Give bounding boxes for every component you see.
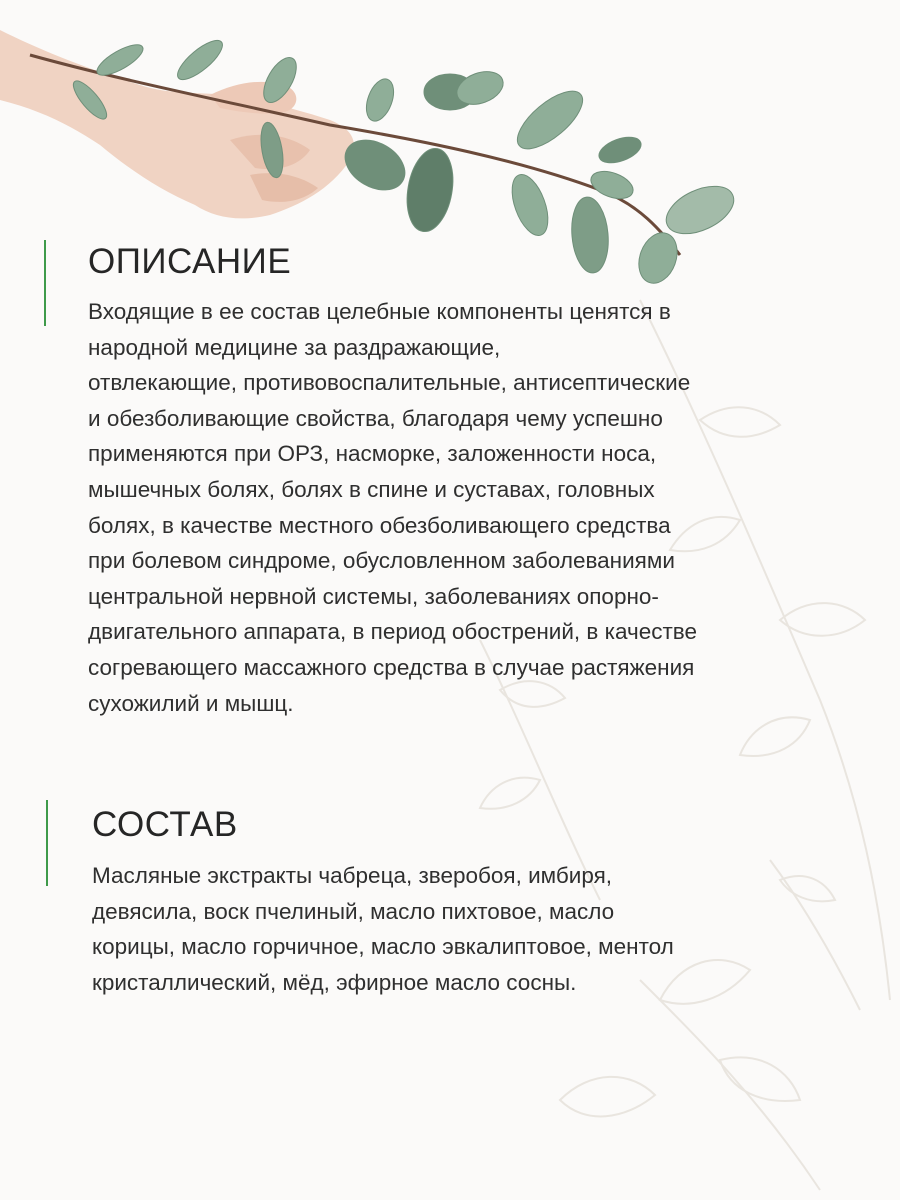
- composition-line: Масляные экстракты чабреца, зверобоя, имбиря,: [92, 863, 613, 888]
- description-line: отвлекающие, противовоспалительные, антисептические: [88, 370, 691, 396]
- description-line: мышечных болях, болях в спине и суставах, головных: [88, 476, 655, 502]
- composition-accent-bar: [46, 800, 48, 886]
- composition-text: [92, 858, 832, 1000]
- description-accent-bar: [44, 240, 46, 326]
- composition-line: кристаллический, мёд, эфирное масло сосны.: [92, 969, 577, 995]
- description-line: при болевом синдроме, обусловленном заболеваниями: [88, 548, 675, 574]
- composition-title: СОСТАВ: [92, 805, 238, 844]
- description-line: сухожилий и мышц.: [88, 690, 294, 716]
- description-line: применяются при ОРЗ, насморке, заложенности носа,: [88, 441, 657, 467]
- description-line: болях, в качестве местного обезболивающего средства: [88, 512, 671, 538]
- description-line: согревающего массажного средства в случае растяжения: [88, 654, 695, 680]
- description-line: Входящие в ее состав целебные компоненты ценятся в: [88, 299, 671, 324]
- composition-line: девясила, воск пчелиный, масло пихтовое, масло: [92, 898, 615, 924]
- description-line: и обезболивающие свойства, благодаря чему успешно: [88, 405, 663, 431]
- description-title: ОПИСАНИЕ: [88, 242, 292, 281]
- description-text: [88, 294, 828, 721]
- description-line: народной медицине за раздражающие,: [88, 334, 501, 360]
- description-line: двигательного аппарата, в период обострений, в качестве: [88, 619, 697, 645]
- composition-line: корицы, масло горчичное, масло эвкалиптовое, ментол: [92, 934, 674, 959]
- description-line: центральной нервной системы, заболеваниях опорно-: [88, 583, 659, 609]
